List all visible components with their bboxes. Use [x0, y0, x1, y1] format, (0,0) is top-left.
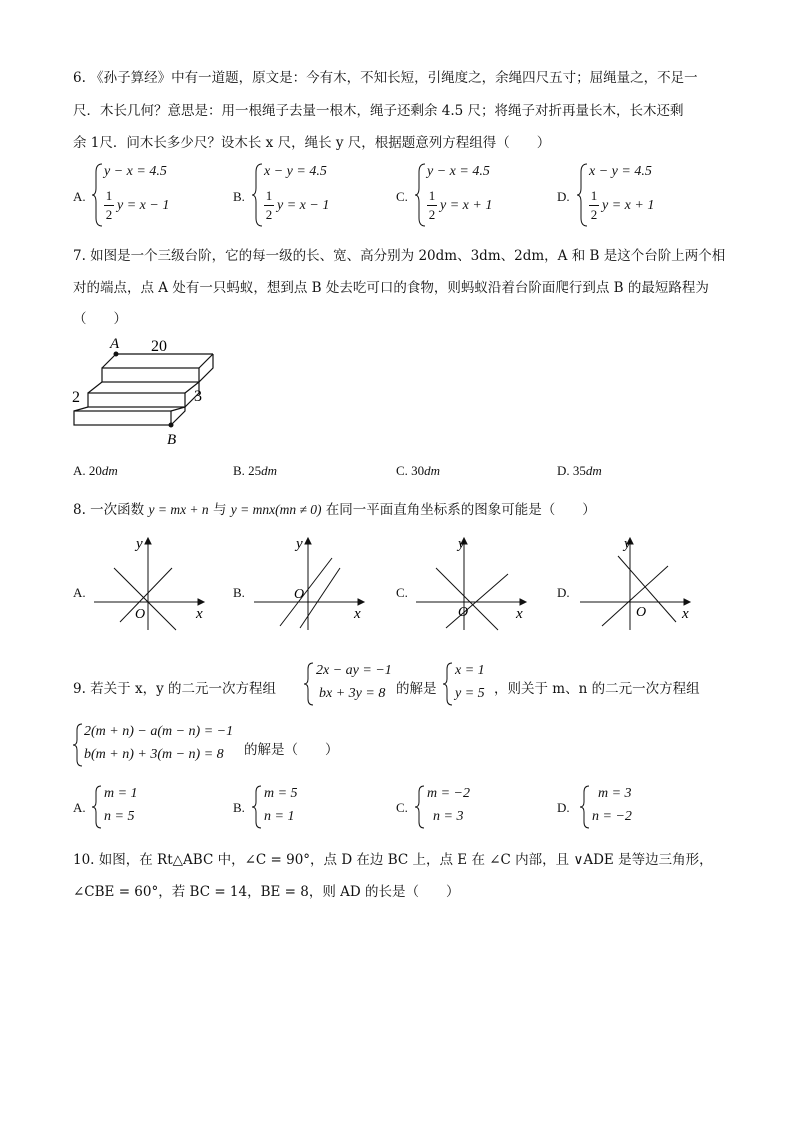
q6-a-eq2: y = x − 1 — [117, 198, 170, 213]
staircase-figure — [60, 332, 230, 450]
svg-text:x: x — [354, 606, 361, 622]
q9-option-a-label: A. — [73, 800, 86, 815]
brace-icon — [73, 722, 83, 768]
q6-line2: 尺．木长几何？意思是：用一根绳子去量一根木，绳子还剩余 4.5 尺；将绳子对折再量长木，长木还剩 — [73, 103, 684, 119]
brace-icon — [443, 661, 453, 707]
q9-prefix: 9. 若关于 x，y 的二元一次方程组 — [73, 681, 276, 697]
svg-text:O: O — [135, 607, 146, 622]
svg-text:x: x — [196, 606, 203, 622]
q7-option-b[interactable]: B. 25dm — [233, 463, 278, 478]
q6-a-eq1: y − x = 4.5 — [104, 164, 167, 179]
q9-sys1-eq2: bx + 3y = 8 — [319, 686, 386, 701]
q6-b-frac-num: 1 — [265, 188, 273, 203]
q7-line3: （ ） — [73, 311, 127, 327]
svg-text:x: x — [516, 606, 523, 622]
q7-option-d[interactable]: D. 35dm — [557, 463, 602, 478]
fig-label-2: 2 — [72, 389, 80, 406]
svg-text:x: x — [682, 606, 689, 622]
brace-icon — [580, 784, 590, 830]
brace-icon — [92, 162, 104, 228]
q6-b-frac-den: 2 — [265, 207, 273, 222]
q9-sys2-eq2: b(m + n) + 3(m − n) = 8 — [84, 747, 224, 762]
svg-text:y: y — [296, 536, 303, 552]
q6-line3: 余 1尺．问木长多少尺？设木长 x 尺，绳长 y 尺，根据题意列方程组得（ ） — [73, 135, 551, 151]
brace-icon — [304, 661, 314, 707]
fig-label-a: A — [110, 336, 120, 352]
q8-graph-d — [576, 532, 696, 632]
svg-text:y: y — [624, 536, 631, 552]
svg-text:y: y — [458, 536, 465, 552]
q9-solution — [443, 661, 493, 709]
q10-line1: 10. 如图，在 Rt△ABC 中，∠C = 90°，点 D 在边 BC 上，点 E 在 ∠C 内部，且 ∨ADE 是等边三角形， — [73, 852, 713, 868]
q9-sys2-eq1: 2(m + n) − a(m − n) = −1 — [84, 724, 234, 739]
brace-icon — [92, 784, 102, 830]
q6-a-frac-den: 2 — [105, 207, 113, 222]
fig-label-3: 3 — [194, 388, 202, 405]
point-b-icon — [169, 423, 174, 428]
svg-text:O: O — [458, 605, 469, 620]
q6-option-a-label: A. — [73, 189, 86, 204]
q6-b-eq1: x − y = 4.5 — [264, 164, 327, 179]
q6-c-frac-den: 2 — [428, 207, 436, 222]
q7-line1: 7. 如图是一个三级台阶，它的每一级的长、宽、高分别为 20dm、3dm、2dm，A 和 B 是这个台阶上两个相 — [73, 248, 726, 264]
q6-d-frac-num: 1 — [590, 188, 598, 203]
q6-line1: 6. 《孙子算经》中有一道题，原文是：今有木，不知长短，引绳度之，余绳四尺五寸；屈绳量之，不足一 — [73, 70, 698, 86]
q6-option-c-label: C. — [396, 189, 408, 204]
q9-sys1-eq1: 2x − ay = −1 — [316, 663, 392, 678]
q6-b-eq2: y = x − 1 — [277, 198, 330, 213]
fig-label-b: B — [167, 432, 177, 448]
q9-sol-eq2: y = 5 — [455, 686, 485, 701]
q8-option-d-label: D. — [557, 585, 570, 600]
q10-line2: ∠CBE = 60°，若 BC = 14，BE = 8，则 AD 的长是（ ） — [73, 884, 460, 900]
q9-mid: 的解是 — [396, 681, 437, 697]
q7-option-c[interactable]: C. 30dm — [396, 463, 441, 478]
q8-f2: y = mnx(mn ≠ 0) — [230, 502, 322, 517]
q9-option-d-label: D. — [557, 800, 570, 815]
q6-c-eq1: y − x = 4.5 — [427, 164, 490, 179]
q6-d-frac-den: 2 — [590, 207, 598, 222]
q8-f1: y = mx + n — [148, 502, 209, 517]
q9-option-c-label: C. — [396, 800, 408, 815]
q6-d-eq2: y = x + 1 — [602, 198, 655, 213]
svg-text:O: O — [636, 605, 647, 620]
brace-icon — [252, 162, 264, 228]
q6-c-frac-num: 1 — [428, 188, 436, 203]
q6-option-b-label: B. — [233, 189, 245, 204]
q6-c-eq2: y = x + 1 — [440, 198, 493, 213]
q9-option-b-label: B. — [233, 800, 245, 815]
q8-stem: 8. 一次函数 y = mx + n 与 y = mnx(mn ≠ 0) 在同一平面直角坐标系的图象可能是（ ） — [73, 502, 596, 518]
q6-d-eq1: x − y = 4.5 — [589, 164, 652, 179]
q8-option-c-label: C. — [396, 585, 408, 600]
q9-tail: 的解是（ ） — [244, 742, 339, 758]
q6-option-d-label: D. — [557, 189, 570, 204]
brace-icon — [415, 162, 427, 228]
q9-suffix: ，则关于 m、n 的二元一次方程组 — [494, 681, 700, 697]
q8-option-b-label: B. — [233, 585, 245, 600]
brace-icon — [252, 784, 262, 830]
q8-graph-a — [90, 532, 210, 632]
q6-a-frac-num: 1 — [105, 188, 113, 203]
fig-label-20: 20 — [151, 338, 167, 355]
q9-sol-eq1: x = 1 — [455, 663, 485, 678]
q9-system2 — [73, 722, 248, 770]
svg-text:y: y — [136, 536, 143, 552]
q8-graph-b — [250, 532, 370, 632]
svg-text:O: O — [294, 587, 305, 602]
brace-icon — [577, 162, 589, 228]
q7-option-a[interactable]: A. 20dm — [73, 463, 118, 478]
point-a-icon — [114, 352, 119, 357]
brace-icon — [415, 784, 425, 830]
q7-line2: 对的端点，点 A 处有一只蚂蚁，想到点 B 处去吃可口的食物，则蚂蚁沿着台阶面爬行到点 B 的最短路程为 — [73, 280, 709, 296]
q9-system1 — [304, 661, 396, 709]
q8-option-a-label: A. — [73, 585, 86, 600]
q8-graph-c — [412, 532, 532, 632]
